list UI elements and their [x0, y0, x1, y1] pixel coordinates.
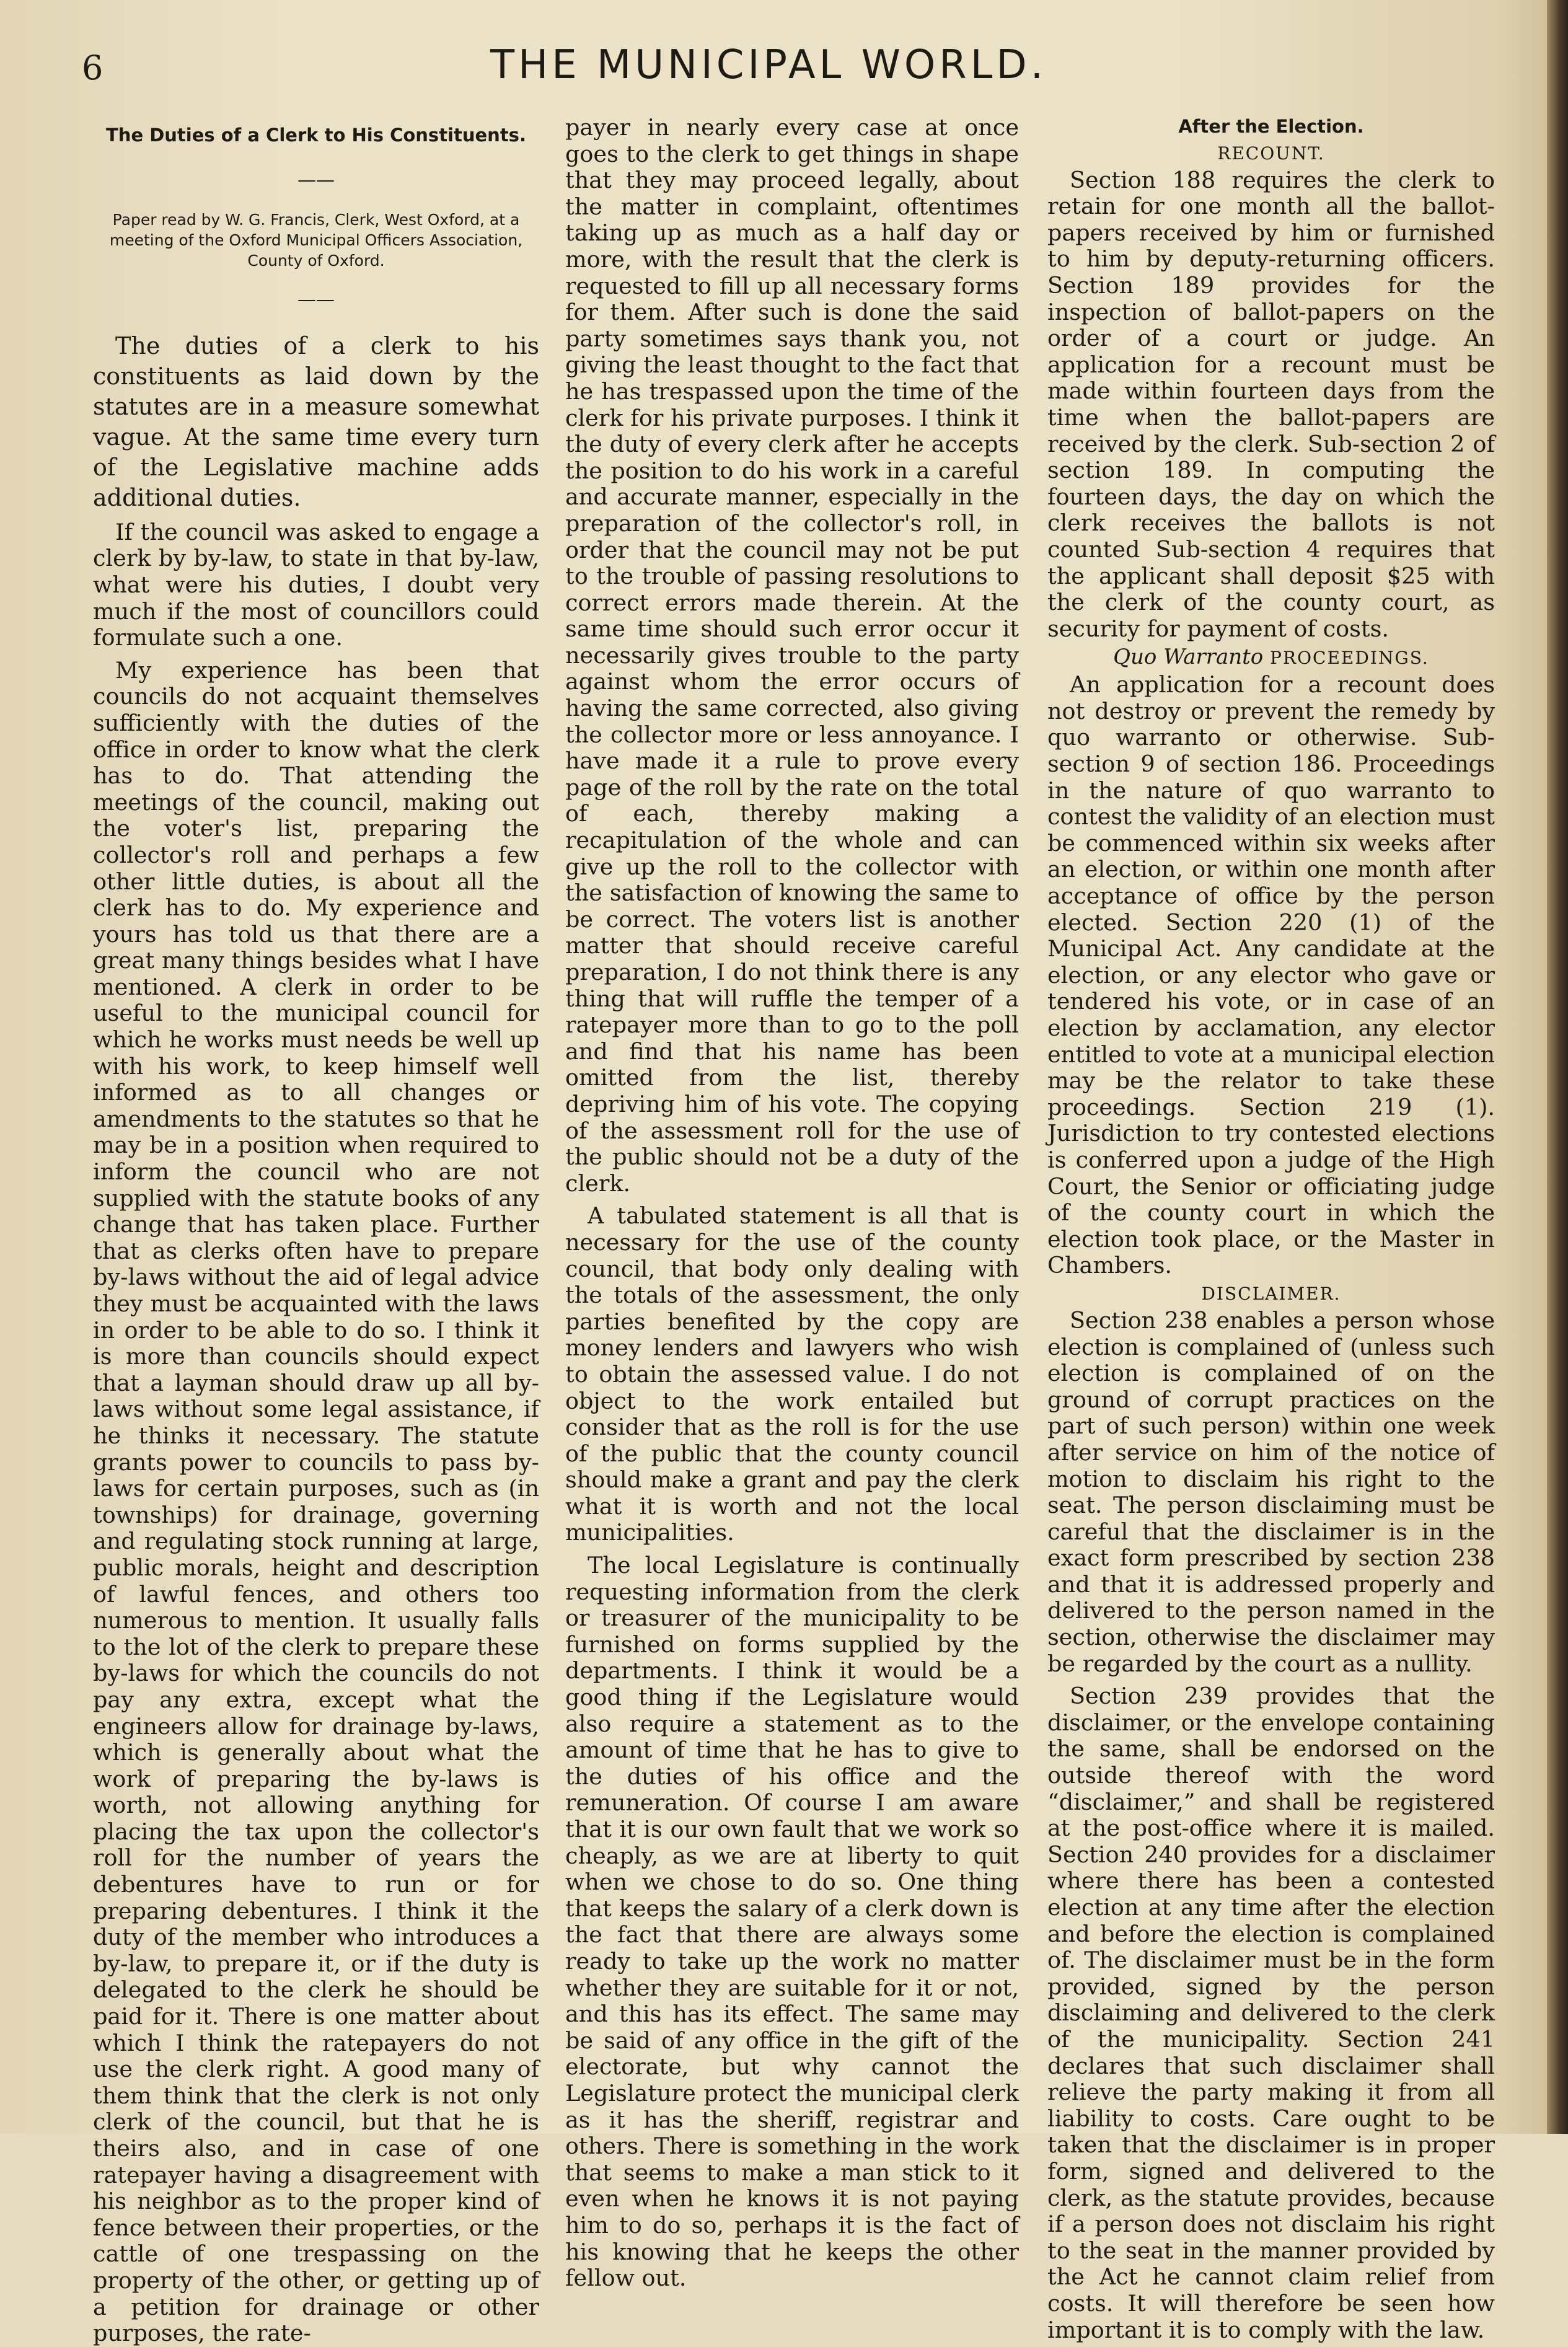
article-paragraph: A tabulated statement is all that is necessary for the use of the county council, that body only dealing with the totals of the assessment, the only parties benefited by the copy are money lenders and lawyers who wish to obtain the assessed value. I do not object to the work entailed but consider that as the roll is for the use of the public that the county council should make a grant and pay the clerk what it is worth and not the local municipalities. [565, 1202, 1019, 1546]
column-2 [565, 114, 1019, 2292]
column-1 [93, 115, 539, 2347]
article-paragraph: payer in nearly every case at once goes to the clerk to get things in shape that they may proceed legally, about the matter in complaint, oftentimes taking up as much as a half day or more, with the result that the clerk is requested to fill up all necessary forms for them. After such is done the said party sometimes says thank you, not giving the least thought to the fact that he has trespassed upon the time of the clerk for his private purposes. I think it the duty of every clerk after he accepts the position to do his work in a careful and accurate manner, especially in the preparation of the collector's roll, in order that the council may not be put to the trouble of passing resolutions to correct errors made therein. At the same time should such error occur it necessarily gives trouble to the party against whom the error occurs of having the same corrected, also giving the collector more or less annoyance. I have made it a rule to prove every page of the roll by the rate on the total of each, thereby making a recapitulation of the whole and can give up the roll to the collector with the satisfaction of knowing the same to be correct. The voters list is another matter that should receive careful preparation, I do not think there is any thing that will ruffle the temper of a ratepayer more than to go to the poll and find that his name has been omitted from the list, thereby depriving him of his vote. The copying of the assessment roll for the use of the public should not be a duty of the clerk. [565, 114, 1019, 1197]
byline-divider: —— [297, 289, 335, 311]
section-title: After the Election. [1178, 116, 1364, 137]
title-divider: —— [297, 169, 335, 191]
quo-warranto-heading [1047, 645, 1495, 671]
recount-heading: RECOUNT. [1217, 143, 1325, 164]
recount-paragraph: Section 188 requires the clerk to retain for one month all the ballot-papers received by him or furnished to him by deputy-returning officers. Section 189 provides for the inspection of ballot-papers on the order of a court or judge. An application for a recount must be made within fourteen days from the time when the ballot-papers are received by the clerk. Sub-section 2 of section 189. In computing the fourteen days, the day on which the clerk receives the ballots is not counted Sub-section 4 requires that the applicant shall deposit $25 with the clerk of the county court, as security for payment of costs. [1047, 166, 1495, 642]
quo-warranto-rest: PROCEEDINGS. [1263, 648, 1429, 669]
disclaimer-heading: DISCLAIMER. [1201, 1283, 1341, 1304]
article-paragraph: The duties of a clerk to his constituents as laid down by the statutes are in a measure somewhat vague. At the same time every turn of the Legislative machine adds additional duties. [93, 332, 539, 511]
quo-warranto-paragraph: An application for a recount does not destroy or prevent the remedy by quo warranto or otherwise. Sub-section 9 of section 186. Proceedings in the nature of quo warranto to contest the validity of an election must be commenced within six weeks after an election, or within one month after acceptance of office by the person elected. Section 220 (1) of the Municipal Act. Any candidate at the election, or any elector who gave or tendered his vote, or in case of an election by acclamation, any elector entitled to vote at a municipal election may be the relator to take these proceedings. Section 219 (1). Jurisdiction to try contested elections is conferred upon a judge of the High Court, the Senior or officiating judge of the county court in which the election took place, or the Master in Chambers. [1047, 671, 1495, 1279]
masthead-title: THE MUNICIPAL WORLD. [490, 42, 1047, 88]
page-number: 6 [82, 48, 104, 87]
column-3 [1047, 115, 1495, 2343]
binding-edge [1547, 0, 1568, 2134]
article-paragraph: My experience has been that councils do not acquaint themselves sufficiently with the duties of the office in order to know what the clerk has to do. That attending the meetings of the council, making out the voter's list, preparing the collector's roll and perhaps a few other little duties, is about all the clerk has to do. My experience and yours has told us that there are a great many things besides what I have mentioned. A clerk in order to be useful to the municipal council for which he works must needs be well up with his work, to keep himself well informed as to all changes or amendments to the statutes so that he may be in a position when required to inform the council who are not supplied with the statute books of any change that has taken place. Further that as clerks often have to prepare by-laws without the aid of legal advice they must be acquainted with the laws in order to be able to do so. I think it is more than councils should expect that a layman should draw up all by-laws without some legal assistance, if he thinks it necessary. The statute grants power to councils to pass by-laws for certain purposes, such as (in townships) for drainage, governing and regulating stock running at large, public morals, height and description of lawful fences, and others too numerous to mention. It usually falls to the lot of the clerk to prepare these by-laws for which the councils do not pay any extra, except what the engineers allow for drainage by-laws, which is generally about what the work of preparing the by-laws is worth, not allowing anything for placing the tax upon the collector's roll for the number of years the debentures have to run or for preparing debentures. I think it the duty of the member who introduces a by-law, to prepare it, or if the duty is delegated to the clerk he should be paid for it. There is one matter about which I think the ratepayers do not use the clerk right. A good many of them think that the clerk is not only clerk of the council, but that he is theirs also, and in case of one ratepayer having a disagreement with his neighbor as to the proper kind of fence between their properties, or the cattle of one trespassing on the property of the other, or getting up of a petition for drainage or other purposes, the rate- [93, 656, 539, 2347]
article-paragraph: If the council was asked to engage a clerk by by-law, to state in that by-law, what were his duties, I doubt very much if the most of councillors could formulate such a one. [93, 518, 539, 651]
article-paragraph: The local Legislature is continually requesting information from the clerk or treasurer of the municipality to be furnished on forms supplied by the departments. I think it would be a good thing if the Legislature would also require a statement as to the amount of time that he has to give to the duties of his office and the remuneration. Of course I am aware that it is our own fault that we work so cheaply, as we are at liberty to quit when we chose to do so. One thing that keeps the salary of a clerk down is the fact that there are always some ready to take up the work no matter whether they are suitable for it or not, and this has its effect. The same may be said of any office in the gift of the electorate, but why cannot the Legislature protect the municipal clerk as it has the sheriff, registrar and others. There is something in the work that seems to make a man stick to it even when he knows it is not paying him to do so, perhaps it is the fact of his knowing that he keeps the other fellow out. [565, 1552, 1019, 2292]
article-title: The Duties of a Clerk to His Constituents. [106, 125, 526, 146]
disclaimer-paragraph: Section 238 enables a person whose election is complained of (unless such election is complained of on the ground of corrupt practices on the part of such person) within one week after service on him of the notice of motion to disclaim his right to the seat. The person disclaiming must be careful that the disclaimer is in the exact form prescribed by section 238 and that it is addressed properly and delivered to the person named in the section, otherwise the disclaimer may be regarded by the court as a nullity. [1047, 1306, 1495, 1677]
article-byline: Paper read by W. G. Francis, Clerk, West Oxford, at a meeting of the Oxford Municipal Officers Association, County of Oxford. [109, 211, 523, 270]
page-header [0, 42, 1537, 98]
quo-warranto-italic: Quo Warranto [1113, 645, 1264, 670]
disclaimer-paragraph: Section 239 provides that the disclaimer, or the envelope containing the same, shall be endorsed on the outside thereof with the word “disclaimer,” and shall be registered at the post-office where it is mailed. Section 240 provides for a disclaimer where there has been a contested election at any time after the election and before the election is complained of. The disclaimer must be in the form provided, signed by the person disclaiming and delivered to the clerk of the municipality. Section 241 declares that such disclaimer shall relieve the party making it from all liability to costs. Care ought to be taken that the disclaimer is in proper form, signed and delivered to the clerk, as the statute provides, because if a person does not disclaim his right to the seat in the manner provided by the Act he cannot claim relief from costs. It will therefore be seen how important it is to comply with the law. [1047, 1683, 1495, 2343]
